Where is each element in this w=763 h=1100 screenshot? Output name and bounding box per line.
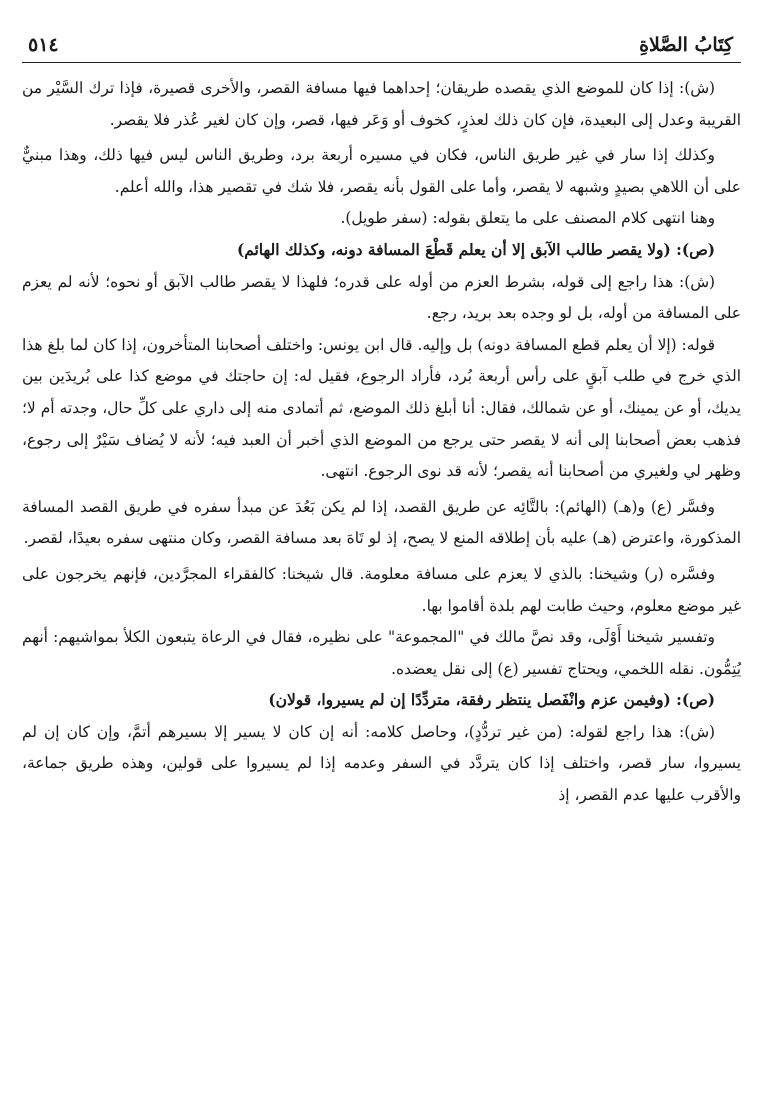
paragraph: وفسَّر (ع) و(هـ) (الهائم): بالتَّائِه عن طريق القصد، إذا لم يكن بَعُدَ عن مبدأ سفره في طريق القصد المسافة المذكورة، واعترض (هـ) عليه بأن إطلاقه المنع لا يصح، إذ لو تَاهَ بعد مسافة القصر، وكان منتهى سفره بعيدًا، لقصر. (22, 497, 741, 548)
paragraph: وفسَّره (ر) وشيخنا: بالذي لا يعزم على مسافة معلومة. قال شيخنا: كالفقراء المجرَّدين، فإنهم يخرجون على غير موضع معلوم، وحيث طابت لهم بلدة أقاموا بها. (22, 564, 741, 615)
page-header (22, 34, 741, 63)
page-number: ٥١٤ (28, 34, 59, 56)
paragraph: (ش): هذا راجع لقوله: (من غير تردُّدٍ)، وحاصل كلامه: أنه إن كان لا يسير إلا بسيرهم أتمَّ، وإن كان إن لم يسيروا، سار قصر، واختلف إذا كان يتردَّد في السفر وعدمه إذا لم يسيروا على قولين، وهذه طريق جماعة، والأقرب عليها عدم القصر، إذ (22, 722, 741, 805)
matn-heading: (ص): (ولا يقصر طالب الآبق إلا أن يعلم قَطْعَ المسافة دونه، وكذلك الهائم) (236, 240, 715, 259)
paragraph: قوله: (إلا أن يعلم قطع المسافة دونه) بل وإليه. قال ابن يونس: واختلف أصحابنا المتأخرون، إذا كان لما بلغ هذا الذي خرج في طلب آبقٍ على رأس أربعة بُرد، فأراد الرجوع، فقيل له: إن حاجتك في موضع كذا على بُريدَين بين يديك، أو عن يمينك، أو عن شمالك، فقال: أنا أبلغ ذلك الموضع، ثم أتمادى منه إلى داري على كلِّ حال، وجدته أم لا؛ فذهب بعض أصحابنا إلى أنه لا يقصر حتى يرجع من الموضع الذي أخبر أن العبد فيه؛ لأنه لا يُضاف سَيْرٌ إلى رجوع، وظهر لي ولغيري من أصحابنا أنه يقصر؛ لأنه قد نوى الرجوع. انتهى. (22, 335, 741, 481)
running-title: كِتَابُ الصَّلاةِ (639, 34, 733, 56)
paragraph: وكذلك إذا سار في غير طريق الناس، فكان في مسيره أربعة برد، وطريق الناس ليس فيها ذلك، وهذا مبنيٌّ على أن اللاهي بصيدٍ وشبهه لا يقصر، وأما على القول بأنه يقصر، فلا شك في تقصير هذا، والله أعلم. (22, 146, 741, 196)
matn-heading: (ص): (وفيمن عزم وانْفَصل ينتظر رفقة، متردِّدًا إن لم يسيروا، قولان) (268, 691, 715, 710)
book-page (22, 34, 741, 1100)
paragraph: وتفسير شيخنا أَوْلَى، وقد نصَّ مالك في "المجموعة" على نظيره، فقال في الرعاة يتبعون الكلأ بمواشيهم: أنهم يُتِمُّون. نقله اللخمي، ويحتاج تفسير (ع) إلى نقل يعضده. (22, 628, 741, 678)
body-text (22, 73, 741, 812)
paragraph: وهنا انتهى كلام المصنف على ما يتعلق بقوله: (سفر طويل). (340, 209, 715, 228)
paragraph: (ش): هذا راجع إلى قوله، بشرط العزم من أوله على قدره؛ فلهذا لا يقصر طالب الآبق أو نحوه؛ لأنه لم يعزم على المسافة من أوله، بل لو وجده بعد بريد، رجع. (22, 272, 741, 323)
paragraph: (ش): إذا كان للموضع الذي يقصده طريقان؛ إحداهما فيها مسافة القصر، والأخرى قصيرة، فإذا ترك السَّيْر من القريبة وعدل إلى البعيدة، فإن كان ذلك لعذرٍ، كخوف أو وَعَر فيها، قصر، وإن كان لغير عُذر فلا يقصر. (22, 79, 741, 129)
